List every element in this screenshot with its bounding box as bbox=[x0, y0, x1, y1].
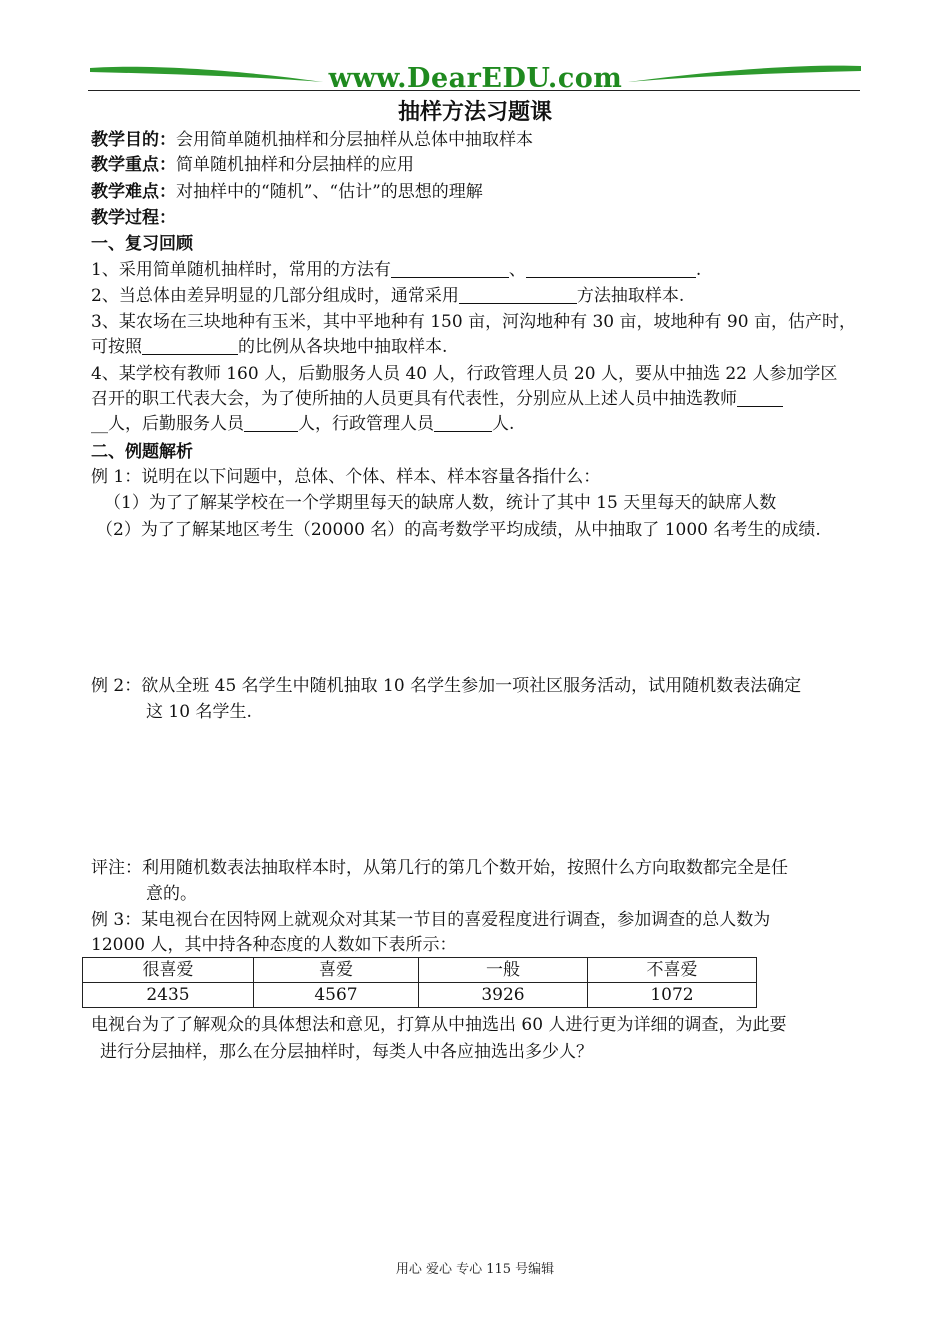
example3-line2: 12000 人，其中持各种态度的人数如下表所示： bbox=[91, 935, 457, 955]
example1-title: 例 1：说明在以下问题中，总体、个体、样本、样本容量各指什么： bbox=[91, 467, 601, 487]
review-q1: 1、采用简单随机抽样时，常用的方法有 、 . bbox=[91, 260, 702, 280]
example3-line4: 进行分层抽样，那么在分层抽样时，每类人中各应抽选出多少人？ bbox=[100, 1042, 593, 1062]
table-cell: 4567 bbox=[254, 983, 419, 1008]
meta-goal: 教学目的：会用简单随机抽样和分层抽样从总体中抽取样本 bbox=[91, 130, 533, 150]
example2-line1: 例 2：欲从全班 45 名学生中随机抽取 10 名学生参加一项社区服务活动，试用随机数表法确定 bbox=[91, 676, 802, 696]
section-examples-heading: 二、例题解析 bbox=[91, 442, 193, 462]
answer-blank[interactable] bbox=[142, 336, 238, 355]
answer-blank[interactable] bbox=[391, 259, 509, 278]
answer-blank[interactable] bbox=[434, 413, 492, 432]
section-review-heading: 一、复习回顾 bbox=[91, 234, 193, 254]
answer-blank[interactable] bbox=[737, 388, 783, 407]
table-cell: 2435 bbox=[83, 983, 254, 1008]
review-q2: 2、当总体由差异明显的几部分组成时，通常采用 方法抽取样本. bbox=[91, 286, 685, 306]
meta-difficulty: 教学难点：对抽样中的“随机”、“估计”的思想的理解 bbox=[91, 182, 483, 202]
table-cell: 1072 bbox=[588, 983, 757, 1008]
answer-blank[interactable] bbox=[459, 285, 577, 304]
page-footer: 用心 爱心 专心 115 号编辑 bbox=[395, 1262, 555, 1277]
meta-focus: 教学重点：简单随机抽样和分层抽样的应用 bbox=[91, 155, 414, 175]
table-header-cell: 一般 bbox=[419, 958, 588, 983]
table-header-cell: 不喜爱 bbox=[588, 958, 757, 983]
table-cell: 3926 bbox=[419, 983, 588, 1008]
review-q4-line2: 召开的职工代表大会，为了使所抽的人员更具有代表性，分别应从上述人员中抽选教师 bbox=[91, 387, 783, 411]
answer-blank[interactable] bbox=[526, 259, 696, 278]
note-line1: 评注：利用随机数表法抽取样本时，从第几行的第几个数开始，按照什么方向取数都完全是任 bbox=[91, 858, 788, 878]
example1-part2: （2）为了了解某地区考生（20000 名）的高考数学平均成绩，从中抽取了 1000 名考生的成绩. bbox=[96, 520, 821, 540]
answer-blank[interactable] bbox=[244, 413, 298, 432]
review-q4-line3: __人，后勤服务人员 人，行政管理人员 人. bbox=[91, 414, 515, 434]
example3-line3: 电视台为了了解观众的具体想法和意见，打算从中抽选出 60 人进行更为详细的调查，为此要 bbox=[91, 1015, 787, 1035]
note-line2: 意的。 bbox=[146, 884, 197, 904]
review-q3-line2: 可按照 的比例从各块地中抽取样本. bbox=[91, 337, 448, 357]
table-header-row bbox=[83, 958, 757, 983]
example3-line1: 例 3：某电视台在因特网上就观众对其某一节目的喜爱程度进行调查，参加调查的总人数为 bbox=[91, 910, 771, 930]
review-q4-line1: 4、某学校有教师 160 人，后勤服务人员 40 人，行政管理人员 20 人，要从中抽选 22 人参加学区 bbox=[91, 364, 838, 384]
table-header-cell: 喜爱 bbox=[254, 958, 419, 983]
meta-process: 教学过程： bbox=[91, 208, 176, 228]
table-header-cell: 很喜爱 bbox=[83, 958, 254, 983]
example2-line2: 这 10 名学生. bbox=[146, 702, 252, 722]
survey-table bbox=[82, 957, 757, 1008]
example1-part1: （1）为了了解某学校在一个学期里每天的缺席人数，统计了其中 15 天里每天的缺席人数 bbox=[104, 493, 777, 513]
table-row bbox=[83, 983, 757, 1008]
review-q3-line1: 3、某农场在三块地种有玉米，其中平地种有 150 亩，河沟地种有 30 亩，坡地种有 90 亩，估产时， bbox=[91, 312, 856, 332]
site-logo-text[interactable]: www.DearEDU.com bbox=[328, 63, 623, 94]
header-divider bbox=[88, 90, 860, 91]
page-title: 抽样方法习题课 bbox=[397, 100, 552, 125]
